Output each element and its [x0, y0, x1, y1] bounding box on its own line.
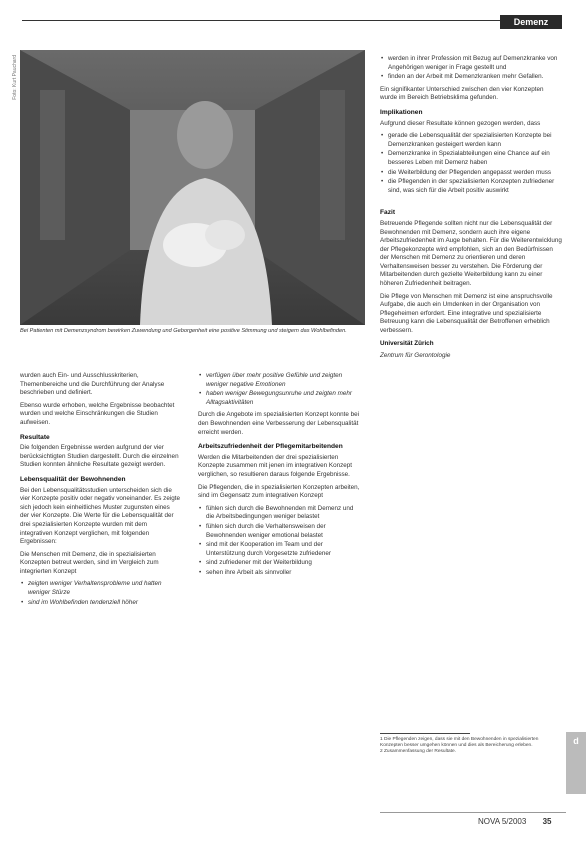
header-rule — [22, 20, 512, 21]
satisfaction-list — [198, 505, 363, 578]
heading-implications: Implikationen — [380, 108, 423, 116]
quality-paragraph-2: Die Menschen mit Demenz, die in spezialisierten Konzepten betreut werden, sind im Vergleich zum integrierten Konzept — [20, 550, 159, 575]
satisfaction-summary: Ein signifikanter Unterschied zwischen den vier Konzepten wurde im Bereich Betriebsklima gefunden. — [380, 85, 544, 102]
photo-credit: Foto: Kurt Pauchard — [12, 55, 18, 100]
quality-list — [20, 580, 180, 607]
footnotes — [380, 737, 560, 755]
list-item: • haben weniger Bewegungsunruhe und zeigten mehr Alltagsaktivitäten — [206, 390, 363, 407]
list-item: • werden in ihrer Profession mit Bezug auf Demenzkranke von Angehörigen weniger in Frage gestellt und — [388, 55, 562, 72]
footnote-2: 2 Zusammenfassung der Resultate. — [380, 749, 456, 754]
list-item: • finden an der Arbeit mit Demenzkranken mehr Gefallen. — [388, 73, 562, 82]
list-item: • verfügen über mehr positive Gefühle und zeigten weniger negative Emotionen — [206, 372, 363, 389]
affiliation-university: Universität Zürich — [380, 339, 434, 347]
satisfaction-list-continued — [380, 55, 562, 82]
fazit-paragraph-2: Die Pflege von Menschen mit Demenz ist eine anspruchsvolle Aufgabe, die auch ein Umdenken in der Organisation von Pflegeheimen erfordert. Eine integrative und spezialisierte Betreuung kann die Lebensqualität der Betroffenen erheblich verbessern. — [380, 292, 553, 335]
thumb-letter: d — [573, 736, 579, 746]
footnote-1: 1 Die Pflegenden zeigen, dass sie mit den Bewohnenden in spezialisierten Konzepten besser umgehen können und dies als Bereicherung erleben. — [380, 737, 539, 748]
journal-issue: NOVA 5/2003 — [478, 817, 527, 826]
heading-quality-of-life: Lebensqualität der Bewohnenden — [20, 475, 126, 483]
intro-paragraph-1: wurden auch Ein- und Ausschlusskriterien, Themenbereiche und die Durchführung der Analyse beschrieben und definiert. — [20, 372, 165, 397]
list-item: • Demenzkranke in Spezialabteilungen eine Chance auf ein besseres Leben mit Demenz haben — [388, 150, 562, 167]
list-item: • gerade die Lebensqualität der spezialisierten Konzepte bei Demenzkranken gesteigert werden kann — [388, 132, 562, 149]
column-2 — [198, 372, 363, 581]
quality-summary: Durch die Angebote im spezialisierten Konzept konnte bei den Bewohnenden eine Verbesserung der Lebensqualität erreicht werden. — [198, 411, 360, 436]
quality-paragraph: Bei den Lebensqualitätsstudien unterscheiden sich die vier Konzepte positiv oder negativ voneinander. Es zeigte sich jedoch kein einheitliches Muster zugunsten eines der vier Konzepte. Die Werte für die Lebensqualität der drei spezialisierten Konzepte wurden mit dem integrativen Konzept verglichen, mit folgenden Ergebnissen: — [20, 486, 180, 546]
page-footer — [478, 817, 551, 826]
list-item: • fühlen sich durch die Verhaltensweisen der Bewohnenden weniger emotional belastet — [206, 523, 363, 540]
heading-results: Resultate — [20, 433, 50, 441]
heading-fazit: Fazit — [380, 209, 396, 217]
list-item: • die Weiterbildung der Pflegenden angepasst werden muss — [388, 169, 562, 178]
list-item: • die Pflegenden in der spezialisierten Konzepten zufriedener sind, was sich für die Arbeit positiv auswirkt — [388, 178, 562, 195]
list-item: • sind mit der Kooperation im Team und der Unterstützung durch Vorgesetzte zufriedener — [206, 541, 363, 558]
fazit-paragraph: Betreuende Pflegende sollten nicht nur die Lebensqualität der Bewohnenden mit Demenz, sondern auch ihre eigene Arbeitszufriedenheit im Auge behalten. Für die Weiterentwicklung der Pflegekonzepte wird empfohlen, sich an den Bedürfnissen der Menschen mit Demenz zu orientieren und deren Verhaltensweisen besser zu verstehen. Die Förderung der Mitarbeitenden durch gezielte Weiterbildung kann zu einer höheren Zufriedenheit beitragen. — [380, 219, 562, 288]
intro-paragraph-2: Ebenso wurde erhoben, welche Ergebnisse beobachtet wurden und welche Einschränkungen die Studien aufweisen. — [20, 401, 175, 426]
heading-job-satisfaction: Arbeitszufriedenheit der Pflegemitarbeitenden — [198, 443, 343, 451]
section-thumb-index — [566, 732, 586, 794]
satisfaction-paragraph: Werden die Mitarbeitenden der drei spezialisierten Konzepte zusammen mit jenen im integrativen Konzept verglichen, so resultieren daraus folgende Ergebnisse. — [198, 453, 353, 478]
footer-rule — [380, 812, 566, 813]
list-item: • zeigten weniger Verhaltensprobleme und hatten weniger Stürze — [28, 580, 180, 597]
photo-illustration — [20, 50, 365, 325]
photo-caption: Bei Patienten mit Demenzsyndrom bewirken Zuwendung und Geborgenheit eine positive Stimmung und steigern das Wohlbefinden. — [20, 328, 347, 334]
article-photo — [20, 50, 365, 325]
column-3 — [380, 55, 562, 365]
implications-paragraph: Aufgrund dieser Resultate können gezogen werden, dass — [380, 119, 541, 127]
affiliation-center: Zentrum für Gerontologie — [380, 352, 451, 360]
list-item: • sind zufriedener mit der Weiterbildung — [206, 559, 363, 568]
column-1 — [20, 372, 180, 611]
section-tag: Demenz — [500, 15, 562, 29]
list-item: • fühlen sich durch die Bewohnenden mit Demenz und die Arbeitsbedingungen weniger belastet — [206, 505, 363, 522]
results-paragraph: Die folgenden Ergebnisse werden aufgrund der vier berücksichtigten Studien dargestellt. Durch die einzelnen Studien konnten ähnliche Resultate gezeigt werden. — [20, 444, 179, 469]
implications-list — [380, 132, 562, 195]
list-item: • sehen ihre Arbeit als sinnvoller — [206, 569, 363, 578]
satisfaction-paragraph-2: Die Pflegenden, die in spezialisierten Konzepten arbeiten, sind im Gegensatz zum integrativen Konzept — [198, 483, 360, 500]
list-item: • sind im Wohlbefinden tendenziell höher — [28, 599, 180, 608]
page-number: 35 — [542, 817, 552, 826]
footnote-rule — [380, 733, 470, 734]
quality-list-continued — [198, 372, 363, 407]
